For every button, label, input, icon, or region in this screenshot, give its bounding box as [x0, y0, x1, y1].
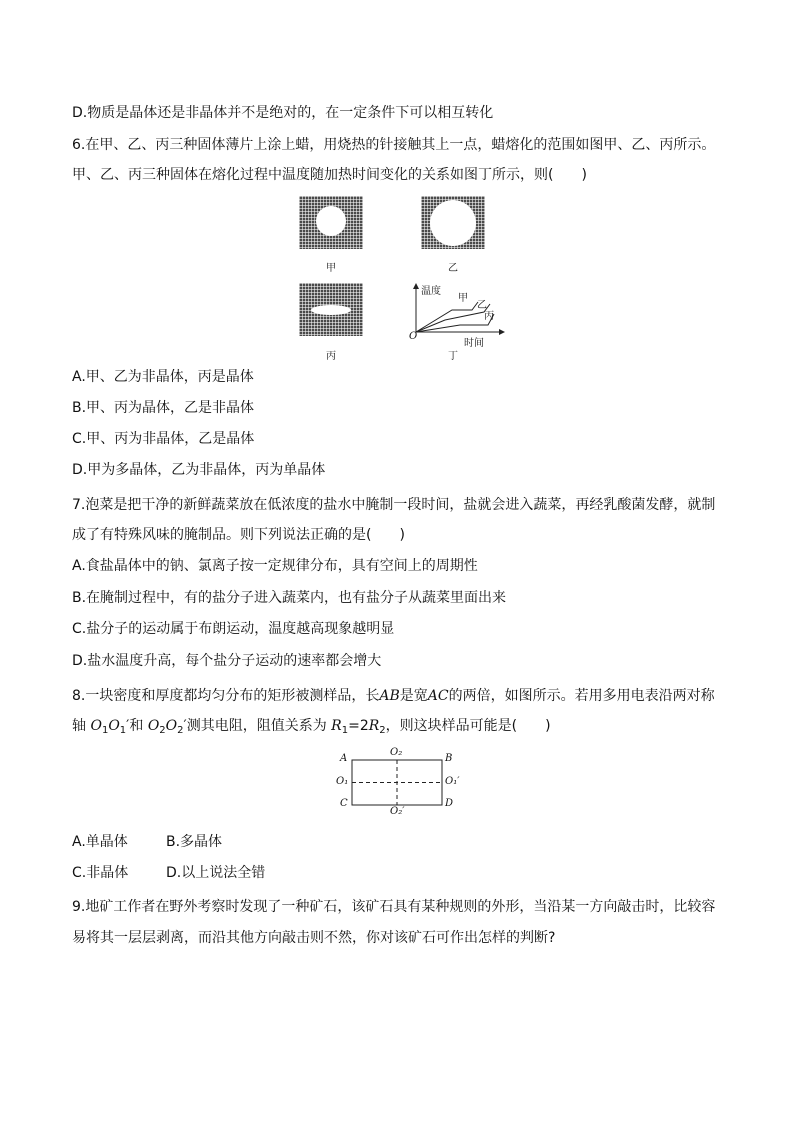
caption-yi: 乙 — [448, 263, 458, 274]
graph-label-jia: 甲 — [458, 293, 468, 304]
question-7-line-2: 成了有特殊风味的腌制品。则下列说法正确的是( ) — [72, 527, 405, 543]
q6-option-d: D.甲为多晶体，乙为非晶体，丙为单晶体 — [72, 462, 326, 478]
q8-option-d: D.以上说法全错 — [166, 865, 266, 881]
q8-option-a: A.单晶体 — [72, 834, 128, 850]
caption-jia: 甲 — [326, 263, 336, 274]
plate-yi — [421, 196, 485, 249]
graph-xlabel: 时间 — [464, 338, 484, 349]
question-9-line-2: 易将其一层层剥离，而沿其他方向敲击则不然，你对该矿石可作出怎样的判断? — [72, 930, 556, 946]
q6-option-a: A.甲、乙为非晶体，丙是晶体 — [72, 369, 254, 385]
graph-label-bing: 丙 — [484, 311, 494, 322]
label-O2-prime: O₂′ — [390, 806, 405, 817]
q7-option-d: D.盐水温度升高，每个盐分子运动的速率都会增大 — [72, 653, 382, 669]
label-O1: O₁ — [336, 776, 349, 787]
q6-option-b: B.甲、丙为晶体，乙是非晶体 — [72, 400, 255, 416]
caption-bing: 丙 — [326, 351, 336, 362]
q7-option-c: C.盐分子的运动属于布朗运动，温度越高现象越明显 — [72, 621, 395, 637]
question-8-line-1: 8.一块密度和厚度都均匀分布的矩形被测样品，长AB是宽AC的两倍，如图所示。若用多用电表沿两对称 — [72, 688, 715, 704]
label-D: D — [445, 798, 454, 809]
q8-option-b: B.多晶体 — [166, 834, 223, 850]
question-8-line-2: 轴 $O_1O_1'$和 $O_2O_2'$测其电阻，阻值关系为 $R_1=2R_2$，则这块样品可能是( ) — [72, 718, 551, 736]
graph-ylabel: 温度 — [421, 286, 441, 297]
graph-label-yi: 乙 — [477, 300, 487, 311]
label-A: A — [340, 753, 348, 764]
caption-ding: 丁 — [448, 351, 458, 362]
label-O2: O₂ — [390, 747, 403, 758]
label-C: C — [340, 798, 348, 809]
figure-wax-melting — [0, 0, 794, 380]
q7-option-a: A.食盐晶体中的钠、氯离子按一定规律分布，具有空间上的周期性 — [72, 558, 478, 574]
q7-option-b: B.在腌制过程中，有的盐分子进入蔬菜内，也有盐分子从蔬菜里面出来 — [72, 590, 507, 606]
q6-option-c: C.甲、丙为非晶体，乙是晶体 — [72, 431, 255, 447]
q8-option-c: C.非晶体 — [72, 865, 129, 881]
q8-options-row-1 — [72, 832, 222, 852]
question-6-line-2: 甲、乙、丙三种固体在熔化过程中温度随加热时间变化的关系如图丁所示，则( ) — [72, 167, 587, 183]
label-B: B — [445, 753, 453, 764]
graph-origin: O — [409, 331, 418, 342]
temperature-time-graph — [400, 280, 510, 350]
line-d-previous-option: D.物质是晶体还是非晶体并不是绝对的，在一定条件下可以相互转化 — [72, 105, 494, 121]
question-6-line-1: 6.在甲、乙、丙三种固体薄片上涂上蜡，用烧热的针接触其上一点，蜡熔化的范围如图甲、乙、丙所示。 — [72, 137, 716, 153]
question-9-line-1: 9.地矿工作者在野外考察时发现了一种矿石，该矿石具有某种规则的外形，当沿某一方向敲击时，比较容 — [72, 899, 716, 915]
figure-rectangle-sample — [330, 748, 470, 820]
label-O1-prime: O₁′ — [445, 776, 460, 787]
question-7-line-1: 7.泡菜是把干净的新鲜蔬菜放在低浓度的盐水中腌制一段时间，盐就会进入蔬菜，再经乳酸菌发酵，就制 — [72, 497, 716, 513]
plate-bing — [299, 283, 363, 336]
plate-jia — [299, 196, 363, 249]
q8-options-row-2 — [72, 863, 265, 883]
